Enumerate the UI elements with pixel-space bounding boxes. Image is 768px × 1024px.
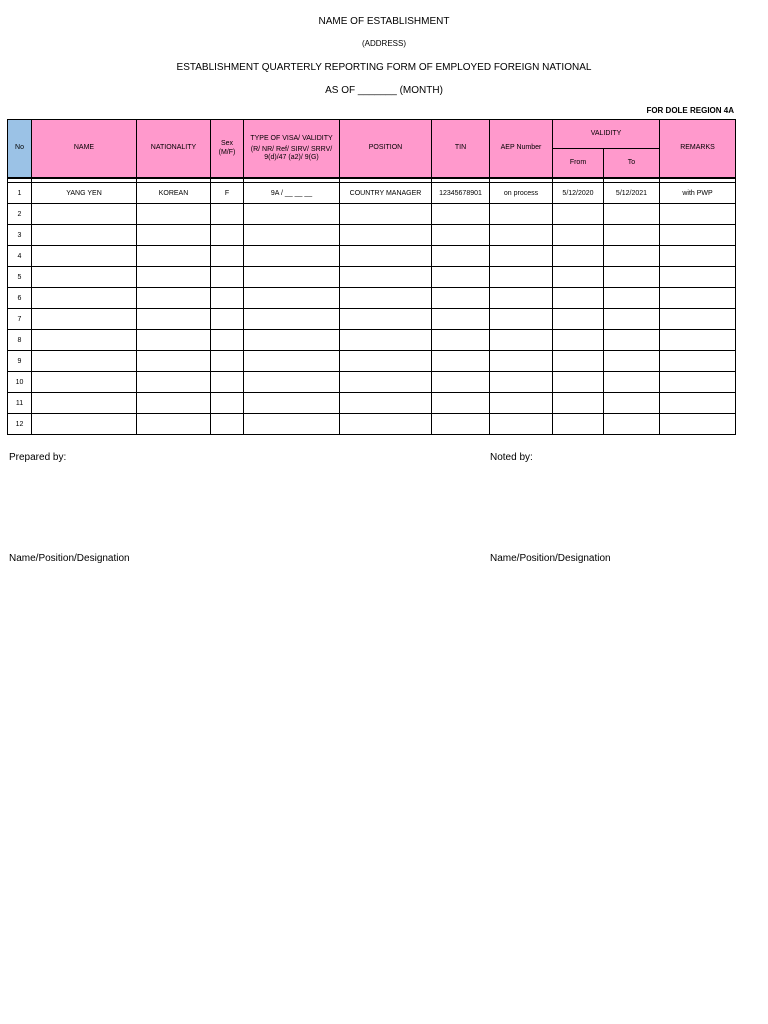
- cell-name[interactable]: YANG YEN: [32, 183, 137, 204]
- table-row: [8, 204, 736, 225]
- cell-to[interactable]: [604, 351, 660, 372]
- table-row: [8, 288, 736, 309]
- cell-remarks[interactable]: [660, 372, 736, 393]
- cell-nationality[interactable]: [137, 330, 211, 351]
- cell-to[interactable]: [604, 267, 660, 288]
- cell-visa[interactable]: [244, 309, 340, 330]
- table-row: [8, 330, 736, 351]
- cell-nationality[interactable]: [137, 309, 211, 330]
- cell-position[interactable]: [340, 288, 432, 309]
- cell-remarks[interactable]: [660, 204, 736, 225]
- cell-name[interactable]: [32, 372, 137, 393]
- cell-visa[interactable]: [244, 330, 340, 351]
- cell-remarks[interactable]: [660, 309, 736, 330]
- col-aep-header: AEP Number: [490, 120, 553, 179]
- cell-to[interactable]: [604, 414, 660, 435]
- cell-aep[interactable]: [490, 393, 553, 414]
- cell-no[interactable]: 10: [8, 372, 32, 393]
- cell-name[interactable]: [32, 288, 137, 309]
- cell-nationality[interactable]: [137, 372, 211, 393]
- cell-sex[interactable]: [211, 351, 244, 372]
- cell-name[interactable]: [32, 204, 137, 225]
- cell-aep[interactable]: on process: [490, 183, 553, 204]
- cell-no[interactable]: 5: [8, 267, 32, 288]
- cell-tin[interactable]: [432, 372, 490, 393]
- col-name-header: NAME: [32, 120, 137, 179]
- cell-sex[interactable]: F: [211, 183, 244, 204]
- cell-name[interactable]: [32, 246, 137, 267]
- cell-to[interactable]: 5/12/2021: [604, 183, 660, 204]
- cell-sex[interactable]: [211, 393, 244, 414]
- cell-nationality[interactable]: [137, 351, 211, 372]
- sex-label: Sex: [220, 140, 234, 148]
- cell-tin[interactable]: [432, 330, 490, 351]
- table-row: [8, 309, 736, 330]
- cell-no[interactable]: 3: [8, 225, 32, 246]
- cell-from[interactable]: [553, 267, 604, 288]
- cell-remarks[interactable]: [660, 351, 736, 372]
- prepared-designation: Name/Position/Designation: [9, 553, 130, 564]
- cell-tin[interactable]: [432, 309, 490, 330]
- col-to-header: To: [604, 149, 660, 179]
- cell-to[interactable]: [604, 204, 660, 225]
- cell-sex[interactable]: [211, 372, 244, 393]
- cell-no[interactable]: 1: [8, 183, 32, 204]
- cell-visa[interactable]: [244, 246, 340, 267]
- cell-sex[interactable]: [211, 309, 244, 330]
- noted-designation: Name/Position/Designation: [490, 553, 611, 564]
- cell-no[interactable]: 11: [8, 393, 32, 414]
- cell-name[interactable]: [32, 330, 137, 351]
- cell-position[interactable]: [340, 309, 432, 330]
- cell-remarks[interactable]: [660, 414, 736, 435]
- visa-sub-label: (R/ NR/ Ref/ SIRV/ SRRV/ 9(d)/47 (a2)/ 9(G): [250, 145, 333, 162]
- cell-position[interactable]: [340, 372, 432, 393]
- cell-visa[interactable]: [244, 393, 340, 414]
- cell-remarks[interactable]: [660, 393, 736, 414]
- cell-name[interactable]: [32, 414, 137, 435]
- cell-no[interactable]: 12: [8, 414, 32, 435]
- cell-nationality[interactable]: [137, 225, 211, 246]
- col-visa-header: [244, 120, 340, 179]
- cell-visa[interactable]: 9A / __ __ __: [244, 183, 340, 204]
- col-no-header: No: [8, 120, 32, 179]
- cell-tin[interactable]: [432, 225, 490, 246]
- cell-sex[interactable]: [211, 288, 244, 309]
- cell-no[interactable]: 8: [8, 330, 32, 351]
- cell-name[interactable]: [32, 393, 137, 414]
- cell-nationality[interactable]: [137, 267, 211, 288]
- cell-to[interactable]: [604, 246, 660, 267]
- cell-to[interactable]: [604, 225, 660, 246]
- table-row: [8, 225, 736, 246]
- cell-visa[interactable]: [244, 372, 340, 393]
- cell-nationality[interactable]: [137, 288, 211, 309]
- cell-tin[interactable]: [432, 204, 490, 225]
- cell-sex[interactable]: [211, 414, 244, 435]
- as-of-month: AS OF _______ (MONTH): [325, 85, 443, 96]
- establishment-name: NAME OF ESTABLISHMENT: [318, 16, 450, 27]
- cell-from[interactable]: [553, 288, 604, 309]
- form-title: ESTABLISHMENT QUARTERLY REPORTING FORM OF EMPLOYED FOREIGN NATIONAL: [176, 62, 592, 73]
- cell-sex[interactable]: [211, 225, 244, 246]
- cell-visa[interactable]: [244, 225, 340, 246]
- cell-no[interactable]: 4: [8, 246, 32, 267]
- cell-nationality[interactable]: [137, 204, 211, 225]
- region-label: FOR DOLE REGION 4A: [646, 106, 734, 115]
- col-sex-header: [211, 120, 244, 179]
- sex-sub-label: (M/F): [218, 148, 236, 156]
- cell-remarks[interactable]: with PWP: [660, 183, 736, 204]
- cell-visa[interactable]: [244, 204, 340, 225]
- cell-from[interactable]: [553, 372, 604, 393]
- cell-position[interactable]: [340, 246, 432, 267]
- cell-sex[interactable]: [211, 204, 244, 225]
- cell-position[interactable]: [340, 414, 432, 435]
- cell-remarks[interactable]: [660, 330, 736, 351]
- cell-from[interactable]: [553, 330, 604, 351]
- table-row: [8, 351, 736, 372]
- cell-to[interactable]: [604, 309, 660, 330]
- cell-remarks[interactable]: [660, 246, 736, 267]
- cell-to[interactable]: [604, 393, 660, 414]
- cell-position[interactable]: [340, 330, 432, 351]
- cell-from[interactable]: [553, 393, 604, 414]
- table-row: [8, 372, 736, 393]
- cell-nationality[interactable]: [137, 414, 211, 435]
- cell-tin[interactable]: [432, 267, 490, 288]
- table-row: [8, 414, 736, 435]
- table-row: [8, 183, 736, 204]
- cell-aep[interactable]: [490, 267, 553, 288]
- cell-aep[interactable]: [490, 309, 553, 330]
- cell-visa[interactable]: [244, 351, 340, 372]
- cell-name[interactable]: [32, 351, 137, 372]
- table-row: [8, 393, 736, 414]
- cell-position[interactable]: [340, 267, 432, 288]
- cell-aep[interactable]: [490, 414, 553, 435]
- table-row: [8, 246, 736, 267]
- cell-tin[interactable]: [432, 351, 490, 372]
- cell-to[interactable]: [604, 330, 660, 351]
- cell-nationality[interactable]: KOREAN: [137, 183, 211, 204]
- cell-from[interactable]: [553, 204, 604, 225]
- col-from-header: From: [553, 149, 604, 179]
- cell-no[interactable]: 2: [8, 204, 32, 225]
- cell-no[interactable]: 9: [8, 351, 32, 372]
- cell-to[interactable]: [604, 288, 660, 309]
- foreign-national-table: [7, 119, 736, 435]
- cell-aep[interactable]: [490, 288, 553, 309]
- visa-label: TYPE OF VISA/ VALIDITY: [250, 134, 333, 142]
- table-row: [8, 267, 736, 288]
- cell-from[interactable]: 5/12/2020: [553, 183, 604, 204]
- cell-from[interactable]: [553, 246, 604, 267]
- cell-aep[interactable]: [490, 246, 553, 267]
- cell-tin[interactable]: [432, 393, 490, 414]
- cell-remarks[interactable]: [660, 225, 736, 246]
- cell-name[interactable]: [32, 309, 137, 330]
- cell-visa[interactable]: [244, 414, 340, 435]
- cell-nationality[interactable]: [137, 393, 211, 414]
- cell-sex[interactable]: [211, 246, 244, 267]
- cell-tin[interactable]: [432, 246, 490, 267]
- cell-position[interactable]: COUNTRY MANAGER: [340, 183, 432, 204]
- cell-no[interactable]: 6: [8, 288, 32, 309]
- col-remarks-header: REMARKS: [660, 120, 736, 179]
- cell-aep[interactable]: [490, 225, 553, 246]
- cell-to[interactable]: [604, 372, 660, 393]
- noted-by-label: Noted by:: [490, 452, 533, 463]
- col-validity-header: VALIDITY: [553, 120, 660, 149]
- col-position-header: POSITION: [340, 120, 432, 179]
- cell-from[interactable]: [553, 225, 604, 246]
- cell-aep[interactable]: [490, 351, 553, 372]
- cell-no[interactable]: 7: [8, 309, 32, 330]
- cell-tin[interactable]: 12345678901: [432, 183, 490, 204]
- cell-position[interactable]: [340, 225, 432, 246]
- cell-sex[interactable]: [211, 267, 244, 288]
- cell-from[interactable]: [553, 351, 604, 372]
- cell-name[interactable]: [32, 267, 137, 288]
- col-tin-header: TIN: [432, 120, 490, 179]
- cell-position[interactable]: [340, 351, 432, 372]
- cell-aep[interactable]: [490, 372, 553, 393]
- cell-remarks[interactable]: [660, 288, 736, 309]
- cell-name[interactable]: [32, 225, 137, 246]
- cell-sex[interactable]: [211, 330, 244, 351]
- cell-nationality[interactable]: [137, 246, 211, 267]
- table-body: [8, 183, 736, 435]
- cell-visa[interactable]: [244, 288, 340, 309]
- prepared-by-label: Prepared by:: [9, 452, 67, 463]
- cell-remarks[interactable]: [660, 267, 736, 288]
- cell-from[interactable]: [553, 309, 604, 330]
- cell-from[interactable]: [553, 414, 604, 435]
- establishment-address: (ADDRESS): [361, 39, 406, 48]
- cell-tin[interactable]: [432, 288, 490, 309]
- cell-position[interactable]: [340, 204, 432, 225]
- col-nationality-header: NATIONALITY: [137, 120, 211, 179]
- cell-aep[interactable]: [490, 204, 553, 225]
- cell-tin[interactable]: [432, 414, 490, 435]
- cell-position[interactable]: [340, 393, 432, 414]
- cell-aep[interactable]: [490, 330, 553, 351]
- cell-visa[interactable]: [244, 267, 340, 288]
